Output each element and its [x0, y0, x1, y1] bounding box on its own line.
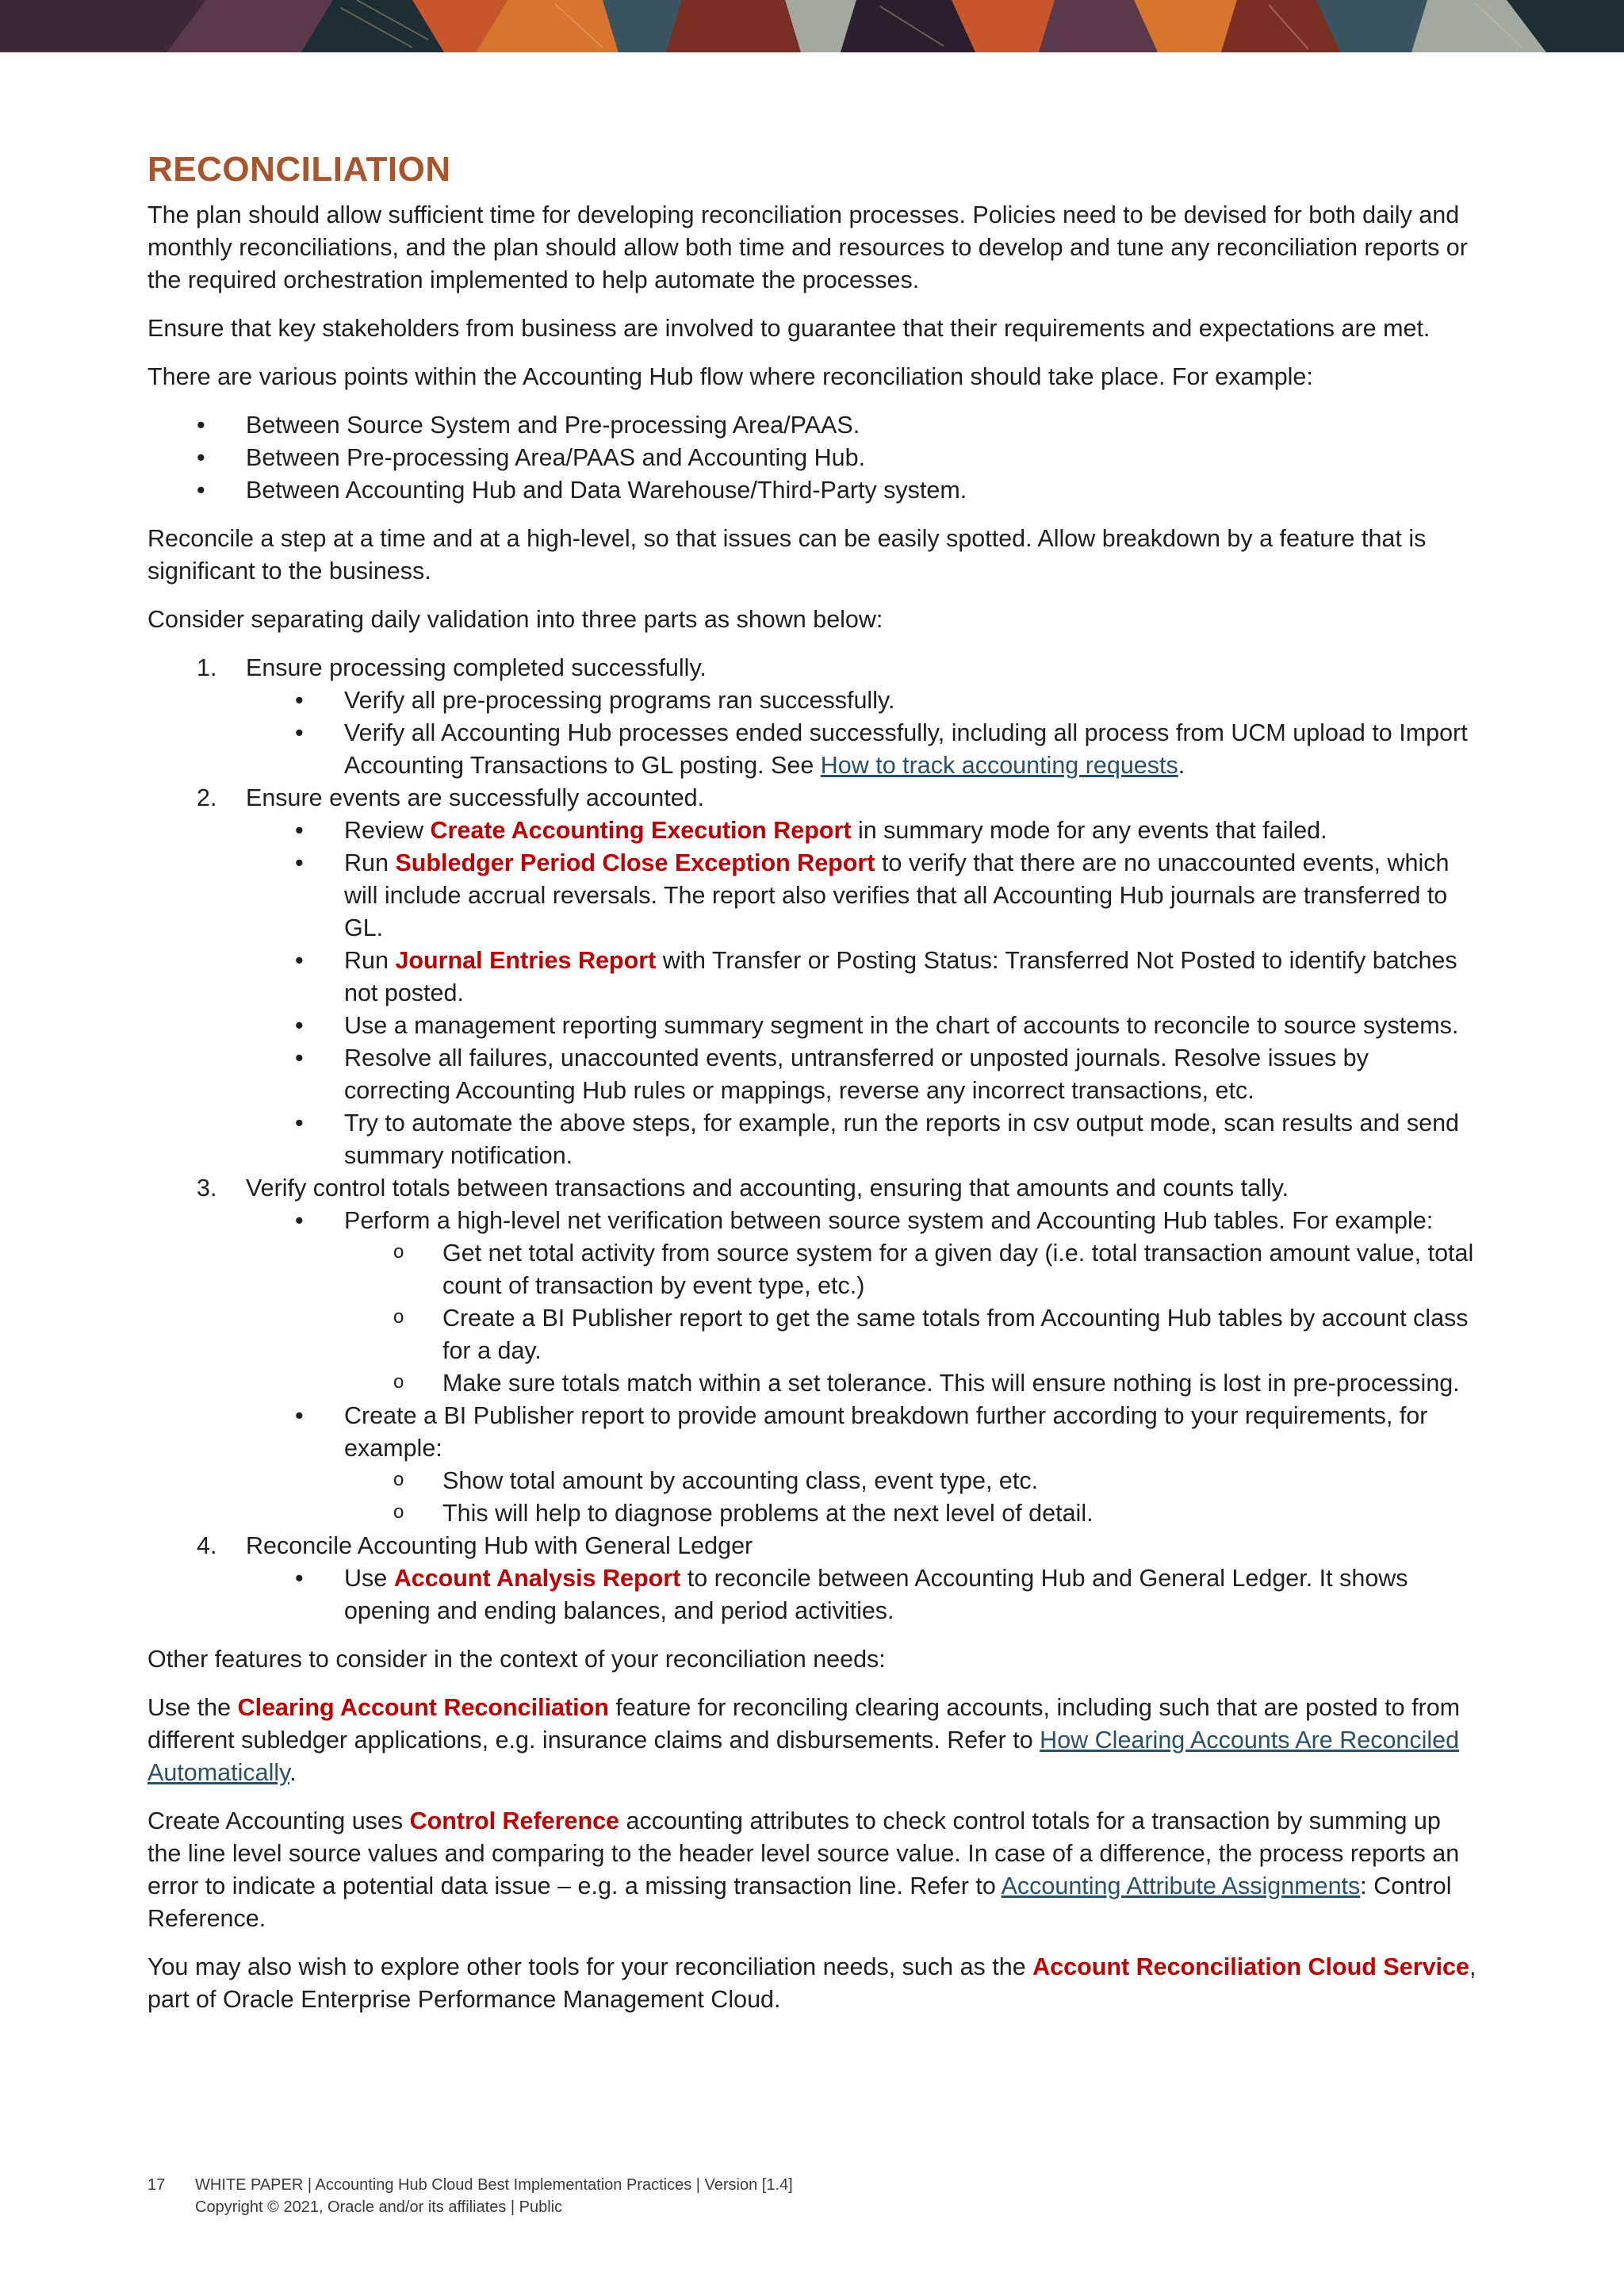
- footer-text: [195, 2174, 793, 2218]
- clearing-accounts-link[interactable]: How Clearing Accounts Are Reconciled Automatically: [147, 1727, 1460, 1786]
- bullet-icon: •: [295, 1012, 304, 1039]
- daily-validation-intro: Consider separating daily validation into three parts as shown below:: [147, 606, 883, 633]
- list-item: • Use a management reporting summary segment in the chart of accounts to reconcile to source systems.: [147, 1010, 1480, 1042]
- bullet-icon: •: [295, 947, 304, 974]
- step-number: 4.: [197, 1532, 217, 1559]
- bullet-icon: •: [295, 1045, 304, 1071]
- reconciliation-points-list: [147, 409, 1480, 507]
- bullet-icon: •: [295, 1565, 304, 1592]
- list-item: o Create a BI Publisher report to get the same totals from Accounting Hub tables by account class for a day.: [147, 1302, 1480, 1367]
- bullet-icon: •: [197, 444, 205, 471]
- list-item: • Verify all Accounting Hub processes ended successfully, including all process from UCM upload to Import Accounting Transactions to GL posting. See How to track accounting requests.: [147, 717, 1480, 782]
- list-item: • Resolve all failures, unaccounted events, untransferred or unposted journals. Resolve issues by correcting Accounting Hub rules or mappings, reverse any incorrect transactions, etc.: [147, 1042, 1480, 1107]
- footer-line-title: WHITE PAPER | Accounting Hub Cloud Best Implementation Practices | Version [1.4]: [195, 2176, 793, 2194]
- circle-bullet-icon: o: [393, 1501, 404, 1523]
- stakeholders-paragraph: Ensure that key stakeholders from business are involved to guarantee that their requirements and expectations are met.: [147, 315, 1431, 342]
- circle-bullet-icon: o: [393, 1469, 404, 1490]
- report-name: Account Analysis Report: [393, 1565, 681, 1592]
- header-banner: [0, 0, 1624, 52]
- list-item: o Make sure totals match within a set tolerance. This will ensure nothing is lost in pre-processing.: [147, 1367, 1480, 1400]
- step-2-bullets: [246, 815, 1480, 1172]
- step-4-bullets: [246, 1562, 1480, 1627]
- list-item: • Review Create Accounting Execution Report in summary mode for any events that failed.: [147, 815, 1480, 847]
- bullet-icon: •: [197, 477, 205, 504]
- feature-name: Clearing Account Reconciliation: [237, 1694, 609, 1721]
- step-1-bullets: [246, 684, 1480, 782]
- circle-bullet-icon: o: [393, 1306, 404, 1328]
- list-item: • Try to automate the above steps, for example, run the reports in csv output mode, scan results and send summary notification.: [147, 1107, 1480, 1172]
- list-item: • Use Account Analysis Report to reconcile between Accounting Hub and General Ledger. It shows opening and ending balances, and period activities.: [147, 1562, 1480, 1627]
- control-reference-paragraph: Create Accounting uses Control Reference accounting attributes to check control totals for a transaction by summing up the line level source values and comparing to the header level source value. In case of a difference, the process reports an error to indicate a potential data issue – e.g. a missing transaction line. Refer to Accounting Attribute Assignments: Control Reference.: [147, 1807, 1460, 1932]
- step-2: [147, 782, 1480, 1172]
- validation-steps-list: [147, 652, 1480, 1627]
- footer-line-copyright: Copyright © 2021, Oracle and/or its affiliates | Public: [195, 2198, 563, 2216]
- report-name: Subledger Period Close Exception Report: [395, 849, 875, 876]
- reconcile-step-paragraph: Reconcile a step at a time and at a high-level, so that issues can be easily spotted. Allow breakdown by a feature that is significant to the business.: [147, 525, 1427, 585]
- reconciliation-points-intro: There are various points within the Accounting Hub flow where reconciliation should take place. For example:: [147, 363, 1313, 390]
- step-1: [147, 652, 1480, 782]
- section-title: RECONCILIATION: [147, 150, 451, 189]
- list-item: • Verify all pre-processing programs ran successfully.: [147, 684, 1480, 717]
- list-item: • Between Accounting Hub and Data Warehouse/Third-Party system.: [147, 474, 1480, 507]
- bullet-icon: •: [295, 849, 304, 876]
- bullet-icon: •: [197, 412, 205, 439]
- step-4: [147, 1530, 1480, 1627]
- report-name: Create Accounting Execution Report: [430, 817, 852, 844]
- list-item: • Run Subledger Period Close Exception Report to verify that there are no unaccounted events, which will include accrual reversals. The report also verifies that all Accounting Hub journals are transferred to GL.: [147, 847, 1480, 945]
- bullet-icon: •: [295, 719, 304, 746]
- service-name: Account Reconciliation Cloud Service: [1032, 1953, 1469, 1980]
- nested-list: [344, 1237, 1480, 1400]
- step-title: Ensure events are successfully accounted.: [246, 784, 705, 811]
- step-3-bullets: [246, 1205, 1480, 1530]
- page-number: 17: [147, 2176, 166, 2194]
- step-number: 3.: [197, 1175, 217, 1202]
- bullet-icon: •: [295, 1402, 304, 1429]
- list-item: o Show total amount by accounting class, event type, etc.: [147, 1465, 1480, 1497]
- circle-bullet-icon: o: [393, 1371, 404, 1393]
- step-title: Reconcile Accounting Hub with General Ledger: [246, 1532, 753, 1559]
- list-item: • Create a BI Publisher report to provide amount breakdown further according to your requirements, for example: o Show total amount by accounting class, event type, etc. o This will help to diagnose problems at the next level of detail.: [147, 1400, 1480, 1530]
- report-name: Journal Entries Report: [395, 947, 657, 974]
- circle-bullet-icon: o: [393, 1241, 404, 1263]
- banner-artwork: [0, 0, 1624, 52]
- list-item: • Between Source System and Pre-processing Area/PAAS.: [147, 409, 1480, 442]
- step-title: Ensure processing completed successfully.: [246, 654, 707, 681]
- other-features-intro: Other features to consider in the context of your reconciliation needs:: [147, 1646, 886, 1673]
- bullet-icon: •: [295, 687, 304, 714]
- step-title: Verify control totals between transactions and accounting, ensuring that amounts and counts tally.: [246, 1175, 1289, 1202]
- bullet-icon: •: [295, 1110, 304, 1137]
- track-accounting-requests-link[interactable]: How to track accounting requests: [820, 752, 1178, 779]
- feature-name: Control Reference: [409, 1807, 620, 1834]
- step-number: 1.: [197, 654, 217, 681]
- bullet-icon: •: [295, 817, 304, 844]
- list-item: o Get net total activity from source system for a given day (i.e. total transaction amount value, total count of transaction by event type, etc.): [147, 1237, 1480, 1302]
- list-item: o This will help to diagnose problems at the next level of detail.: [147, 1497, 1480, 1530]
- list-item: • Run Journal Entries Report with Transfer or Posting Status: Transferred Not Posted to identify batches not posted.: [147, 945, 1480, 1010]
- step-3: [147, 1172, 1480, 1530]
- explore-tools-paragraph: You may also wish to explore other tools for your reconciliation needs, such as the Account Reconciliation Cloud Service, part of Oracle Enterprise Performance Management Cloud.: [147, 1953, 1477, 2013]
- step-number: 2.: [197, 784, 217, 811]
- nested-list: [344, 1465, 1480, 1530]
- page-content: [147, 147, 1480, 2032]
- accounting-attribute-assignments-link[interactable]: Accounting Attribute Assignments: [1001, 1872, 1361, 1899]
- list-item: • Between Pre-processing Area/PAAS and Accounting Hub.: [147, 442, 1480, 474]
- list-item: • Perform a high-level net verification between source system and Accounting Hub tables. For example: o Get net total activity from source system for a given day (i.e. total transaction amount value, total count of transaction by event type, etc.) o Create a BI Publisher report to get the same totals from Accounting Hub tables by account class for a day. o Make sure totals match within a set tolerance. This will ensure nothing is lost in pre-processing.: [147, 1205, 1480, 1400]
- bullet-icon: •: [295, 1207, 304, 1234]
- clearing-account-paragraph: Use the Clearing Account Reconciliation feature for reconciling clearing accounts, including such that are posted to from different subledger applications, e.g. insurance claims and disbursements. Refer to How Clearing Accounts Are Reconciled Automatically.: [147, 1694, 1461, 1786]
- intro-paragraph: The plan should allow sufficient time for developing reconciliation processes. Policies need to be devised for both daily and monthly reconciliations, and the plan should allow both time and resources to develop and tune any reconciliation reports or the required orchestration implemented to help automate the processes.: [147, 201, 1468, 293]
